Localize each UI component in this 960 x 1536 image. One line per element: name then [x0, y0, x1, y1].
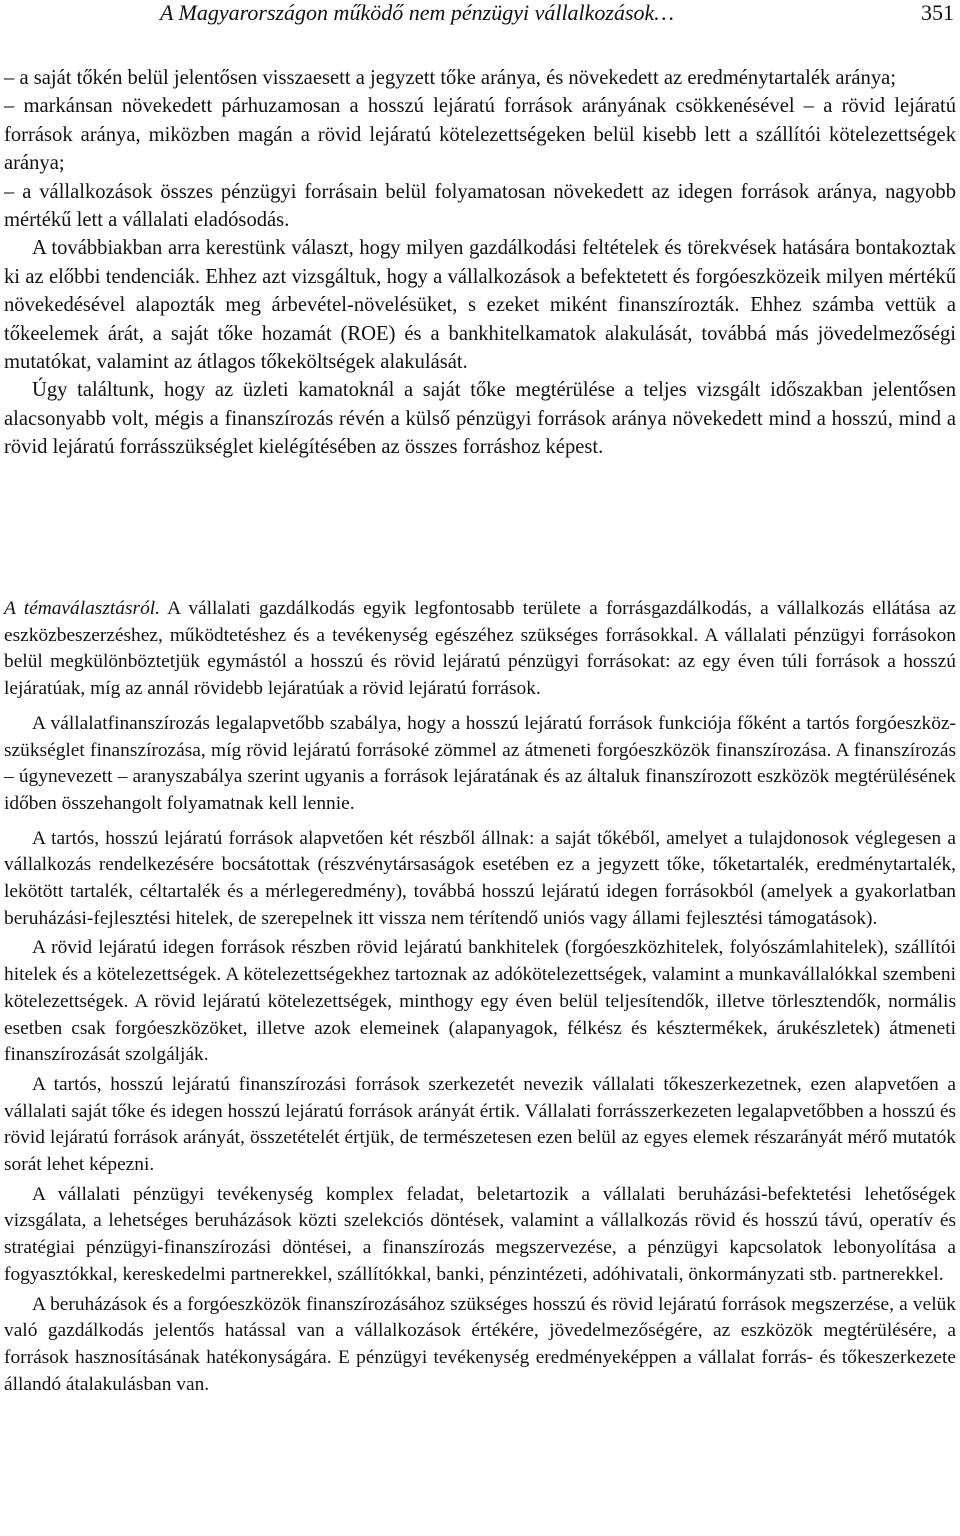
- lower-text-block: [4, 596, 956, 1398]
- run-in-heading: A témaválasztásról.: [4, 598, 160, 619]
- list-item: – a saját tőkén belül jelentősen visszaesett a jegyzett tőke aránya, és növekedett az eredménytartalék aránya;: [4, 67, 896, 89]
- page-number: 351: [921, 0, 954, 25]
- list-item: – a vállalkozások összes pénzügyi forrásain belül folyamatosan növekedett az idegen források aránya, nagyobb mértékű lett a vállalati eladósodás.: [4, 180, 956, 232]
- running-title: A Magyarországon működő nem pénzügyi vállalkozások…: [160, 0, 674, 25]
- body-paragraph: A beruházások és a forgóeszközök finanszírozásához szükséges hosszú és rövid lejáratú források megszerzése, a velük való gazdálkodás jelentős hatással van a vállalkozások értékére, jövedelmezőségére, az eszközök megtérülésére, a források hasznosításának hatékonyságára. E pénzügyi tevékenység eredményeképpen a vállalat forrás- és tőkeszerkezete állandó átalakulásban van.: [4, 1293, 956, 1395]
- list-item: – markánsan növekedett párhuzamosan a hosszú lejáratú források arányának csökkenésével – a rövid lejáratú források aránya, miközben magán a rövid lejáratú kötelezettségeken belül kisebb lett a szállítói kötelezettségek aránya;: [4, 95, 956, 175]
- body-paragraph: A vállalati pénzügyi tevékenység komplex feladat, beletartozik a vállalati beruházási-befektetési lehetőségek vizsgálata, a lehetséges beruházások közti szelekciós döntések, valamint a vállalkozás rövid és hosszú távú, operatív és stratégiai pénzügyi-finanszírozási döntései, a finanszírozás megszervezése, a pénzügyi kapcsolatok lebonyolítása a fogyasztókkal, kereskedelmi partnerekkel, szállítókkal, banki, pénzintézeti, adóhivatali, önkormányzati stb. partnerekkel.: [4, 1183, 956, 1285]
- running-header: [0, 0, 960, 30]
- body-paragraph: Úgy találtunk, hogy az üzleti kamatoknál a saját tőke megtérülése a teljes vizsgált időszakban jelentősen alacsonyabb volt, mégis a finanszírozás révén a külső pénzügyi források aránya növekedett mind a hosszú, mind a rövid lejáratú forrásszükséglet kielégítésében az összes forráshoz képest.: [4, 379, 956, 459]
- body-paragraph: A vállalatfinanszírozás legalapvetőbb szabálya, hogy a hosszú lejáratú források funkciója főként a tartós forgóeszköz-szükséglet finanszírozása, míg rövid lejáratú forrásoké zömmel az átmeneti forgóeszközök finanszírozása. A finanszírozás – úgynevezett – aranyszabálya szerint ugyanis a források lejáratának és az általuk finanszírozott eszközök megtérülésének időben összehangolt folyamatnak kell lennie.: [4, 712, 956, 814]
- body-paragraph: A tartós, hosszú lejáratú finanszírozási források szerkezetét nevezik vállalati tőkeszerkezetnek, ezen alapvetően a vállalati saját tőke és idegen hosszú lejáratú források arányát értik. Vállalati forrásszerkezeten legalapvetőbben a hosszú és rövid lejáratú források arányát, összetételét értjük, de természetesen ezen belül az egyes elemek részarányát mérő mutatók sorát lehet képezni.: [4, 1073, 956, 1176]
- body-paragraph: A továbbiakban arra kerestünk választ, hogy milyen gazdálkodási feltételek és törekvések hatására bontakoztak ki az előbbi tendenciák. Ehhez azt vizsgáltuk, hogy a vállalkozások a befektetett és forgóeszközeik milyen mértékű növekedésével alapozták meg árbevétel-növelésüket, s ezeket miként finanszírozták. Ehhez számba vettük a tőkeelemek árát, a saját tőke hozamát (ROE) és a bankhitelkamatok alakulását, továbbá más jövedelmezőségi mutatókat, valamint az átlagos tőkeköltségek alakulását.: [4, 237, 956, 374]
- upper-text-block: [4, 64, 956, 462]
- body-paragraph: A tartós, hosszú lejáratú források alapvetően két részből állnak: a saját tőkéből, amelyet a tulajdonosok véglegesen a vállalkozás rendelkezésére bocsátottak (részvénytársaságok esetében ez a jegyzett tőke, tőketartalék, eredménytartalék, lekötött tartalék, céltartalék és a mérlegeredmény), továbbá hosszú lejáratú idegen forrásokból (amelyek a gyakorlatban beruházási-fejlesztési hitelek, de szerepelnek itt vissza nem térítendő uniós vagy állami fejlesztési támogatások).: [4, 827, 956, 929]
- section-intro-paragraph: [4, 596, 956, 703]
- section-intro-text: A vállalati gazdálkodás egyik legfontosabb területe a forrásgazdálkodás, a vállalkozás ellátása az eszközbeszerzéshez, működtetéshez és a tevékenység egészéhez szükséges forrásokkal. A vállalati pénzügyi forrásokon belül megkülönböztetjük egymástól a hosszú és rövid lejáratú pénzügyi forrásokat: az egy éven túli források a hosszú lejáratúak, míg az annál rövidebb lejáratúak a rövid lejáratú források.: [4, 598, 956, 700]
- body-paragraph: A rövid lejáratú idegen források részben rövid lejáratú bankhitelek (forgóeszközhitelek, folyószámlahitelek), szállítói hitelek és a kötelezettségek. A kötelezettségekhez tartoznak az adókötelezettségek, valamint a munkavállalókkal szembeni kötelezettségek. A rövid lejáratú kötelezettségek, minthogy egy éven belül teljesítendők, illetve törlesztendők, normális esetben csak forgóeszközöket, illetve azok elemeinek (alapanyagok, félkész és késztermékek, árukészletek) átmeneti finanszírozását szolgálják.: [4, 937, 956, 1066]
